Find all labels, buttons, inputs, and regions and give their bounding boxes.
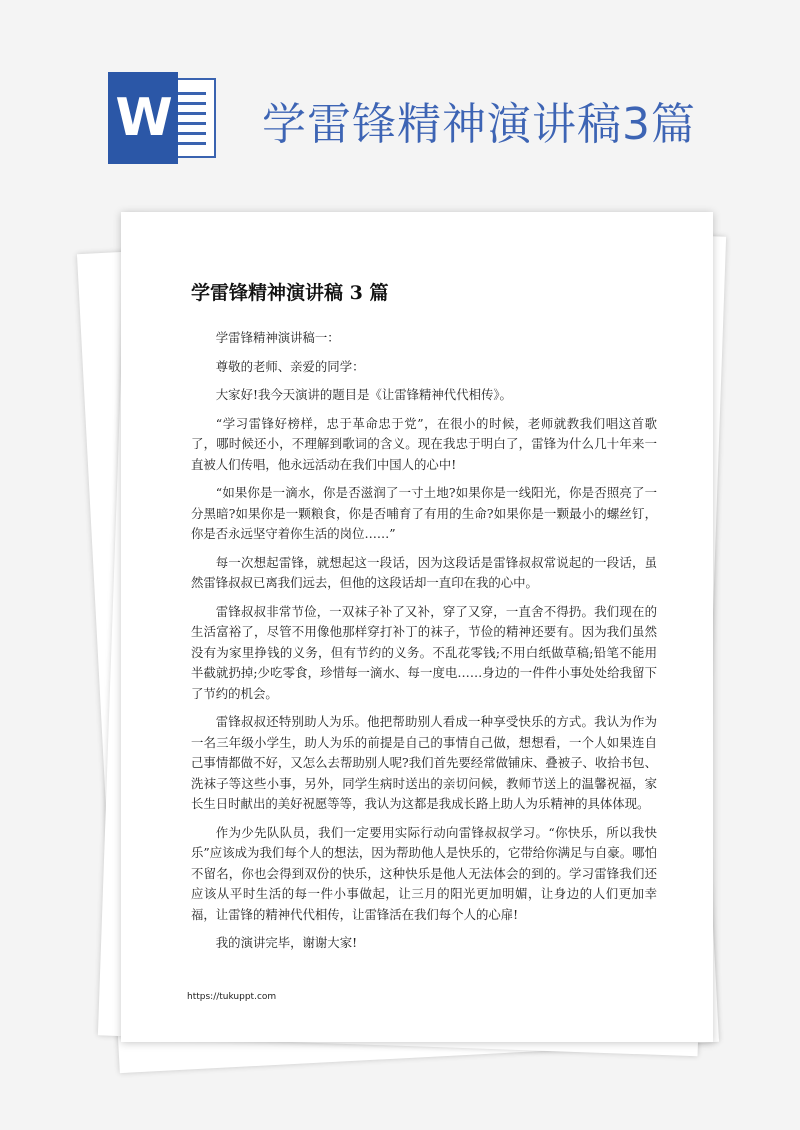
paragraph: “学习雷锋好榜样，忠于革命忠于党”，在很小的时候，老师就教我们唱这首歌了，哪时候还小，不理解到歌词的含义。现在我忠于明白了，雷锋为什么几十年来一直被人们传唱，他永远活动在我们中国人的心中!	[191, 415, 657, 472]
paragraph: “如果你是一滴水，你是否滋润了一寸土地?如果你是一线阳光，你是否照亮了一分黑暗?如果你是一颗粮食，你是否哺育了有用的生命?如果你是一颗最小的螺丝钉，你是否永远坚守着你生活的岗位……”	[191, 485, 657, 541]
page-title: 学雷锋精神演讲稿3篇	[262, 99, 696, 150]
paragraph: 大家好!我今天演讲的题目是《让雷锋精神代代相传》。	[215, 387, 512, 402]
paragraph: 雷锋叔叔非常节俭，一双袜子补了又补，穿了又穿，一直舍不得扔。我们现在的生活富裕了，尽管不用像他那样穿打补丁的袜子，节俭的精神还要有。因为我们虽然没有为家里挣钱的义务，但有节约的义务。不乱花零钱;不用白纸做草稿;铅笔不能用半截就扔掉;少吃零食，珍惜每一滴水、每一度电……身边的一件件小事处处给我留下了节约的机会。	[191, 603, 657, 701]
document-page	[121, 212, 713, 1042]
word-app-icon	[108, 72, 220, 164]
document-body	[191, 328, 657, 962]
word-w-badge: W	[108, 72, 178, 164]
document-title: 学雷锋精神演讲稿 3 篇	[191, 282, 389, 304]
paragraph-heading: 学雷锋精神演讲稿一：	[215, 330, 340, 345]
paragraph-salutation: 尊敬的老师、亲爱的同学：	[215, 358, 365, 374]
paragraph: 雷锋叔叔还特别助人为乐。他把帮助别人看成一种享受快乐的方式。我认为作为一名三年级小学生，助人为乐的前提是自己的事情自己做，想想看，一个人如果连自己事情都做不好，又怎么去帮助别人呢?我们首先要经常做铺床、叠被子、收拾书包、洗袜子等这些小事，另外，同学生病时送出的亲切问候，教师节送上的温馨祝福，家长生日时献出的美好祝愿等等，我认为这都是我成长路上助人为乐精神的具体体现。	[191, 714, 657, 811]
footer-url: https://tukuppt.com	[187, 992, 277, 1002]
paragraph: 每一次想起雷锋，就想起这一段话，因为这段话是雷锋叔叔常说起的一段话，虽然雷锋叔叔已离我们远去，但他的这段话却一直印在我的心中。	[191, 554, 657, 590]
paragraph-closing: 我的演讲完毕，谢谢大家!	[215, 935, 358, 950]
paragraph: 作为少先队队员，我们一定要用实际行动向雷锋叔叔学习。“你快乐，所以我快乐”应该成为我们每个人的想法，因为帮助他人是快乐的，它带给你满足与自豪。哪怕不留名，你也会得到双份的快乐，这种快乐是他人无法体会的到的。学习雷锋我们还应该从平时生活的每一件小事做起，让三月的阳光更加明媚，让身边的人们更加幸福，让雷锋的精神代代相传，让雷锋活在我们每个人的心扉!	[191, 824, 657, 922]
